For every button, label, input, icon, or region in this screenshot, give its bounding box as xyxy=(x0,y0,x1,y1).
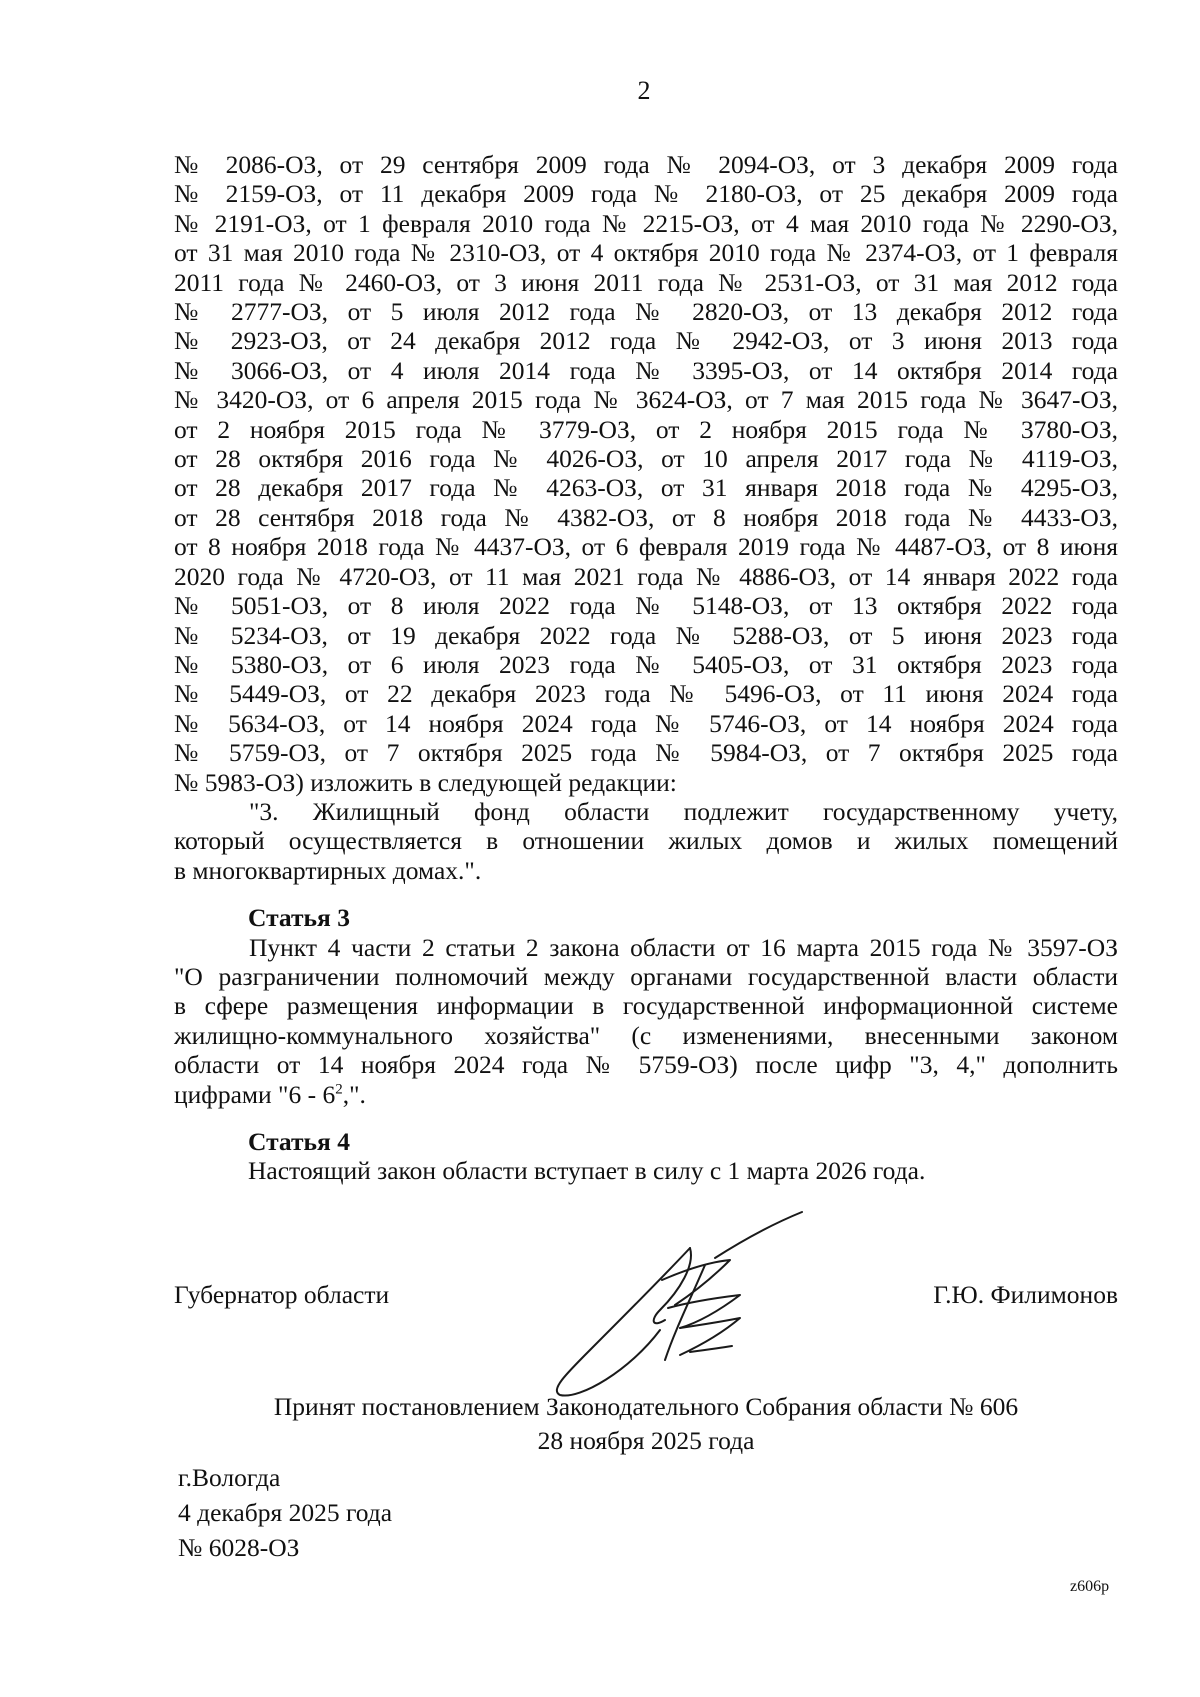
quoted-new-wording xyxy=(174,797,1118,885)
article-3-heading: Статья 3 xyxy=(248,903,350,933)
text-line-with-superscript xyxy=(174,1080,1118,1109)
text-line: от 28 октября 2016 года № 4026-ОЗ, от 10 апреля 2017 года № 4119-ОЗ, xyxy=(174,444,1118,474)
law-number: № 6028-ОЗ xyxy=(178,1533,300,1562)
text-line: № 2159-ОЗ, от 11 декабря 2009 года № 2180-ОЗ, от 25 декабря 2009 года xyxy=(174,179,1118,209)
adoption-date: 28 ноября 2025 года xyxy=(537,1426,755,1455)
city: г.Вологда xyxy=(178,1463,281,1492)
text-line: № 5051-ОЗ, от 8 июля 2022 года № 5148-ОЗ, от 13 октября 2022 года xyxy=(174,591,1118,621)
text-line: № 5234-ОЗ, от 19 декабря 2022 года № 5288-ОЗ, от 5 июня 2023 года xyxy=(174,620,1118,650)
document-code: z606p xyxy=(1070,1578,1110,1595)
article-4-heading: Статья 4 xyxy=(248,1127,350,1156)
text-line: № 3420-ОЗ, от 6 апреля 2015 года № 3624-ОЗ, от 7 мая 2015 года № 3647-ОЗ, xyxy=(174,385,1118,415)
text-line: от 28 сентября 2018 года № 4382-ОЗ, от 8 ноября 2018 года № 4433-ОЗ, xyxy=(174,502,1118,532)
text-line: от 8 ноября 2018 года № 4437-ОЗ, от 6 февраля 2019 года № 4487-ОЗ, от 8 июня xyxy=(174,532,1118,562)
paragraph-amendments xyxy=(174,150,1118,797)
text-line: № 2777-ОЗ, от 5 июля 2012 года № 2820-ОЗ, от 13 декабря 2012 года xyxy=(174,297,1118,327)
text-line: № 5759-ОЗ, от 7 октября 2025 года № 5984-ОЗ, от 7 октября 2025 года xyxy=(174,738,1118,768)
text-line: Пункт 4 части 2 статьи 2 закона области от 16 марта 2015 года № 3597-ОЗ xyxy=(249,932,1118,962)
text-line: от 2 ноября 2015 года № 3779-ОЗ, от 2 ноября 2015 года № 3780-ОЗ, xyxy=(174,414,1118,444)
signatory-position: Губернатор области xyxy=(174,1280,390,1309)
signing-date: 4 декабря 2025 года xyxy=(178,1498,393,1527)
text-line: № 3066-ОЗ, от 4 июля 2014 года № 3395-ОЗ, от 14 октября 2014 года xyxy=(174,355,1118,385)
text-line: области от 14 ноября 2024 года № 5759-ОЗ) после цифр "3, 4," дополнить xyxy=(174,1050,1118,1080)
text-line: 2011 года № 2460-ОЗ, от 3 июня 2011 года № 2531-ОЗ, от 31 мая 2012 года xyxy=(174,267,1118,297)
text-line: жилищно-коммунального хозяйства" (с изменениями, внесенными законом xyxy=(174,1020,1118,1050)
text-line: № 2923-ОЗ, от 24 декабря 2012 года № 2942-ОЗ, от 3 июня 2013 года xyxy=(174,326,1118,356)
text-fragment: цифрами "6 - 6 xyxy=(174,1079,336,1109)
text-fragment: ,". xyxy=(342,1079,366,1109)
law-text xyxy=(174,150,1118,1186)
signatory-name: Г.Ю. Филимонов xyxy=(933,1280,1118,1309)
text-line: "О разграничении полномочий между органами государственной власти области xyxy=(174,961,1118,991)
handwritten-signature xyxy=(540,1210,820,1400)
superscript: 2 xyxy=(335,1081,343,1098)
adoption-note xyxy=(174,1390,1118,1458)
text-line: от 31 мая 2010 года № 2310-ОЗ, от 4 октября 2010 года № 2374-ОЗ, от 1 февраля xyxy=(174,238,1118,268)
text-line: № 5983-ОЗ) изложить в следующей редакции: xyxy=(174,767,677,797)
text-line: № 5380-ОЗ, от 6 июля 2023 года № 5405-ОЗ, от 31 октября 2023 года xyxy=(174,649,1118,679)
text-line: в многоквартирных домах.". xyxy=(174,855,482,885)
text-line: от 28 декабря 2017 года № 4263-ОЗ, от 31 января 2018 года № 4295-ОЗ, xyxy=(174,473,1118,503)
text-line: № 2191-ОЗ, от 1 февраля 2010 года № 2215-ОЗ, от 4 мая 2010 года № 2290-ОЗ, xyxy=(174,208,1118,238)
text-line: 2020 года № 4720-ОЗ, от 11 мая 2021 года № 4886-ОЗ, от 14 января 2022 года xyxy=(174,561,1118,591)
text-line: № 5449-ОЗ, от 22 декабря 2023 года № 5496-ОЗ, от 11 июня 2024 года xyxy=(174,679,1118,709)
text-line: "3. Жилищный фонд области подлежит государственному учету, xyxy=(249,796,1118,826)
text-line: который осуществляется в отношении жилых домов и жилых помещений xyxy=(174,826,1118,856)
text-line: № 5634-ОЗ, от 14 ноября 2024 года № 5746-ОЗ, от 14 ноября 2024 года xyxy=(174,708,1118,738)
page-number: 2 xyxy=(637,76,651,105)
place-and-date xyxy=(178,1460,392,1565)
text-line: в сфере размещения информации в государственной информационной системе xyxy=(174,991,1118,1021)
adoption-resolution: Принят постановлением Законодательного Собрания области № 606 xyxy=(273,1392,1019,1421)
text-line: № 2086-ОЗ, от 29 сентября 2009 года № 2094-ОЗ, от 3 декабря 2009 года xyxy=(174,150,1118,179)
article-4-text: Настоящий закон области вступает в силу с 1 марта 2026 года. xyxy=(248,1156,926,1186)
article-3-text xyxy=(174,933,1118,1109)
